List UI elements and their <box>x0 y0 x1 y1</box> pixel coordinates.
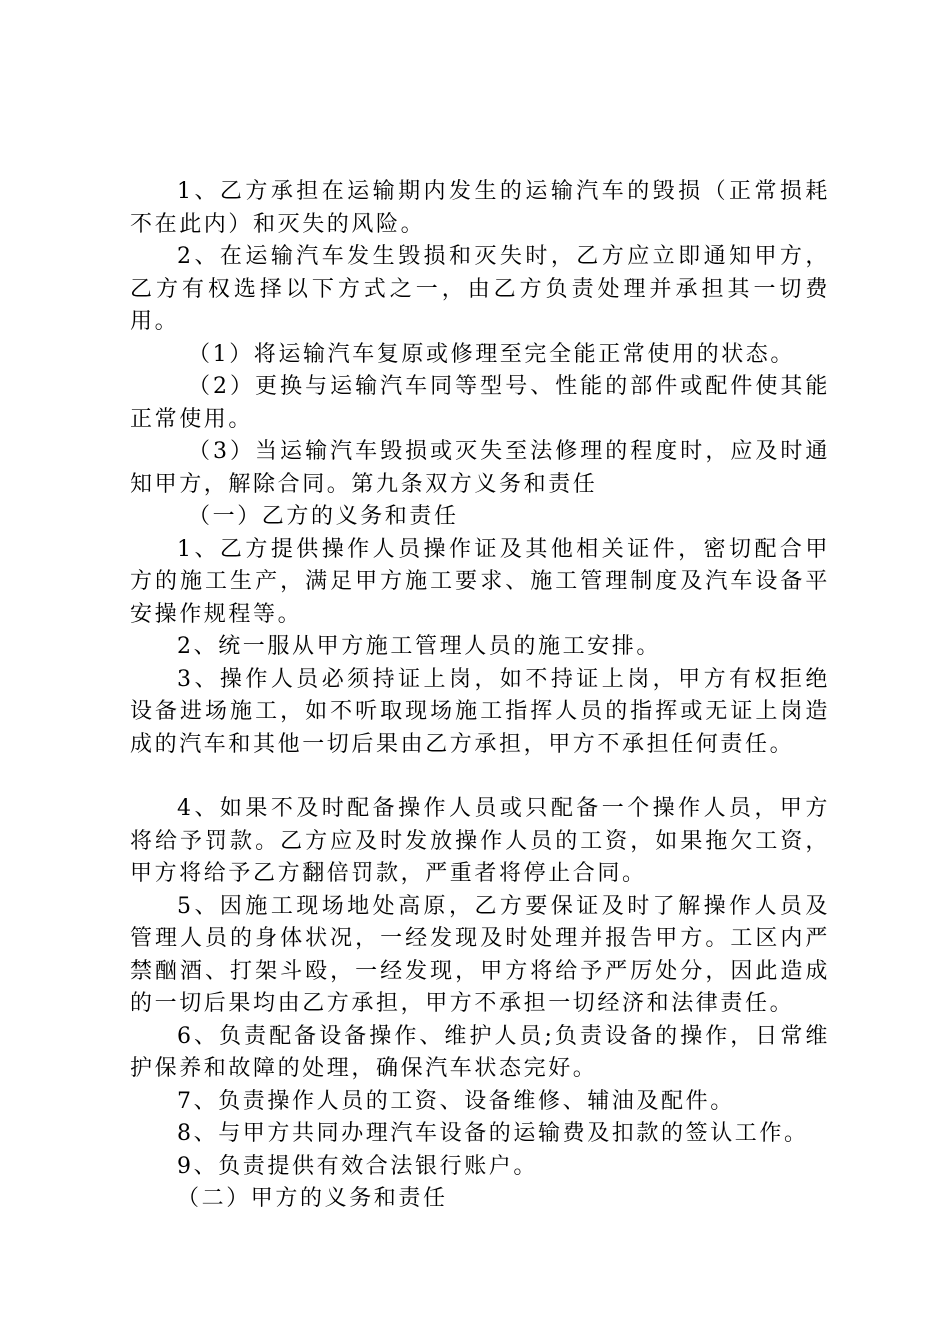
paragraph-damage-notice: 2、在运输汽车发生毁损和灭失时，乙方应立即通知甲方，乙方有权选择以下方式之一，由乙方负责处理并承担其一切费用。 <box>130 244 830 334</box>
paragraph-spacer <box>130 761 830 793</box>
paragraph-option-1: （1）将运输汽车复原或修理至完全能正常使用的状态。 <box>188 341 795 367</box>
paragraph-b-duty-7: 7、负责操作人员的工资、设备维修、辅油及配件。 <box>177 1088 735 1114</box>
section-heading-party-a: （二）甲方的义务和责任 <box>177 1186 448 1211</box>
paragraph-b-duty-8: 8、与甲方共同办理汽车设备的运输费及扣款的签认工作。 <box>177 1121 809 1146</box>
paragraph-b-duty-5: 5、因施工现场地处高原，乙方要保证及时了解操作人员及管理人员的身体状况，一经发现及时处理并报告甲方。工区内严禁酗酒、打架斗殴，一经发现，甲方将给予严厉处分，因此造成的一切后果均由乙方承担，甲方不承担一切经济和法律责任。 <box>130 893 830 1016</box>
paragraph-b-duty-4: 4、如果不及时配备操作人员或只配备一个操作人员，甲方将给予罚款。乙方应及时发放操作人员的工资，如果拖欠工资，甲方将给予乙方翻倍罚款，严重者将停止合同。 <box>130 796 830 886</box>
document-body <box>130 176 830 1216</box>
paragraph-risk: 1、乙方承担在运输期内发生的运输汽车的毁损（正常损耗不在此内）和灭失的风险。 <box>130 179 830 237</box>
paragraph-b-duty-2: 2、统一服从甲方施工管理人员的施工安排。 <box>177 634 661 659</box>
section-heading-party-b: （一）乙方的义务和责任 <box>188 504 459 529</box>
paragraph-b-duty-6: 6、负责配备设备操作、维护人员;负责设备的操作，日常维护保养和故障的处理，确保汽车状态完好。 <box>130 1023 830 1081</box>
paragraph-b-duty-9: 9、负责提供有效合法银行账户。 <box>177 1153 538 1179</box>
paragraph-b-duty-3: 3、操作人员必须持证上岗，如不持证上岗，甲方有权拒绝设备进场施工，如不听取现场施工指挥人员的指挥或无证上岗造成的汽车和其他一切后果由乙方承担，甲方不承担任何责任。 <box>130 666 830 757</box>
paragraph-b-duty-1: 1、乙方提供操作人员操作证及其他相关证件，密切配合甲方的施工生产，满足甲方施工要求、施工管理制度及汽车设备平安操作规程等。 <box>130 536 830 627</box>
paragraph-option-2: （2）更换与运输汽车同等型号、性能的部件或配件使其能正常使用。 <box>130 374 830 432</box>
paragraph-option-3: （3）当运输汽车毁损或灭失至法修理的程度时，应及时通知甲方，解除合同。第九条双方义务和责任 <box>130 439 830 497</box>
